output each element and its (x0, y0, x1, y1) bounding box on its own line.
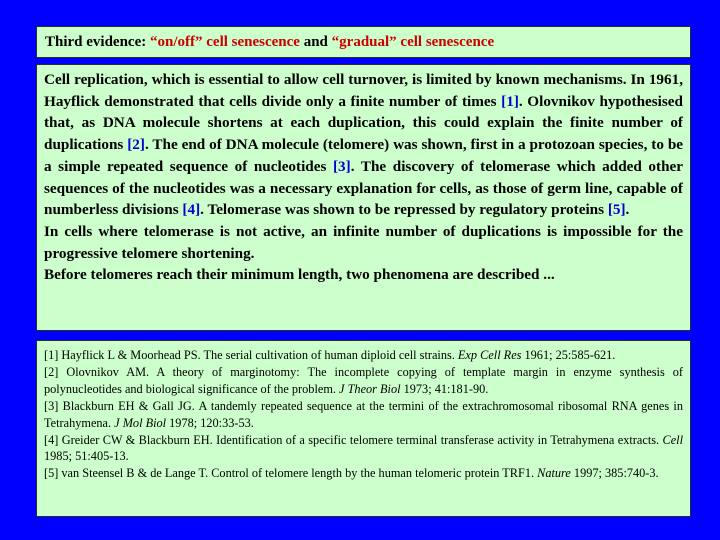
ref-4-journal: Cell (662, 432, 683, 447)
p1-text-1: Cell replication, which is essential to allow cell turnover, is limited by known mechanisms. In 1961, Hayflick demonstrated that cells divide only a finite number of times (44, 71, 683, 110)
ref-2-text: [2] Olovnikov AM. A theory of marginotomy: The incomplete copying of template margin in enzyme synthesis of polynucleotides and biological significance of the problem. (44, 364, 683, 396)
ref-3-text: [3] Blackburn EH & Gall JG. A tandemly repeated sequence at the termini of the extrachromosomal ribosomal RNA genes in Tetrahymena. (44, 398, 683, 430)
main-text-box (36, 64, 691, 331)
citation-2: [2] (127, 136, 145, 154)
ref-2-citation: 1973; 41:181-90. (400, 381, 489, 396)
reference-3 (44, 398, 683, 432)
paragraph-1 (44, 69, 683, 221)
ref-5-journal: Nature (537, 466, 571, 481)
p1-text-6: . (625, 201, 630, 219)
citation-3: [3] (333, 157, 351, 175)
p1-text-2: . Olovnikov hypothesised that, as DNA molecule shortens at each duplication, this could explain the finite number of duplications (44, 92, 683, 154)
p1-text-3: . The end of DNA molecule (telomere) was shown, first in a protozoan species, to be a simple repeated sequence of nucleotides (44, 136, 684, 175)
ref-1-text: [1] Hayflick L & Moorhead PS. The serial cultivation of human diploid cell strains. (44, 348, 458, 362)
ref-3-citation: 1978; 120:33-53. (166, 415, 254, 430)
p1-text-5: . Telomerase was shown to be repressed by regulatory proteins (200, 201, 608, 219)
p1-text-4: . The discovery of telomerase which added other sequences of the nucleotides was a necessary explanation for cells, as those of germ line, capable of numberless divisions (44, 157, 683, 219)
slide-title (45, 32, 682, 52)
title-prefix: Third evidence: (45, 34, 150, 50)
reference-2 (44, 364, 683, 398)
ref-5-text: [5] van Steensel B & de Lange T. Control of telomere length by the human telomeric protein TRF1. (44, 466, 538, 481)
ref-2-journal: J Theor Biol (339, 381, 401, 396)
ref-4-citation: 1985; 51:405-13. (44, 449, 129, 464)
reference-5 (44, 465, 683, 482)
title-term-onoff: “on/off” cell senescence (150, 34, 300, 50)
paragraph-2: In cells where telomerase is not active, an infinite number of duplications is impossible for the progressive telomere shortening. (44, 222, 683, 262)
ref-4-text: [4] Greider CW & Blackburn EH. Identification of a specific telomere terminal transferase activity in Tetrahymena extracts. (44, 432, 663, 447)
title-term-gradual: “gradual” cell senescence (331, 34, 495, 50)
citation-5: [5] (607, 201, 626, 219)
ref-3-journal: J Mol Biol (114, 415, 167, 430)
reference-1 (44, 347, 683, 364)
references-box (36, 340, 691, 517)
ref-1-citation: 1961; 25:585-621. (521, 348, 616, 362)
citation-4: [4] (182, 201, 201, 219)
reference-4 (44, 432, 683, 466)
title-box (36, 26, 691, 58)
paragraph-3: Before telomeres reach their minimum length, two phenomena are described ... (44, 266, 555, 284)
ref-1-journal: Exp Cell Res (457, 348, 522, 362)
title-connector: and (299, 34, 332, 50)
citation-1: [1] (501, 92, 519, 110)
ref-5-citation: 1997; 385:740-3. (570, 466, 659, 481)
